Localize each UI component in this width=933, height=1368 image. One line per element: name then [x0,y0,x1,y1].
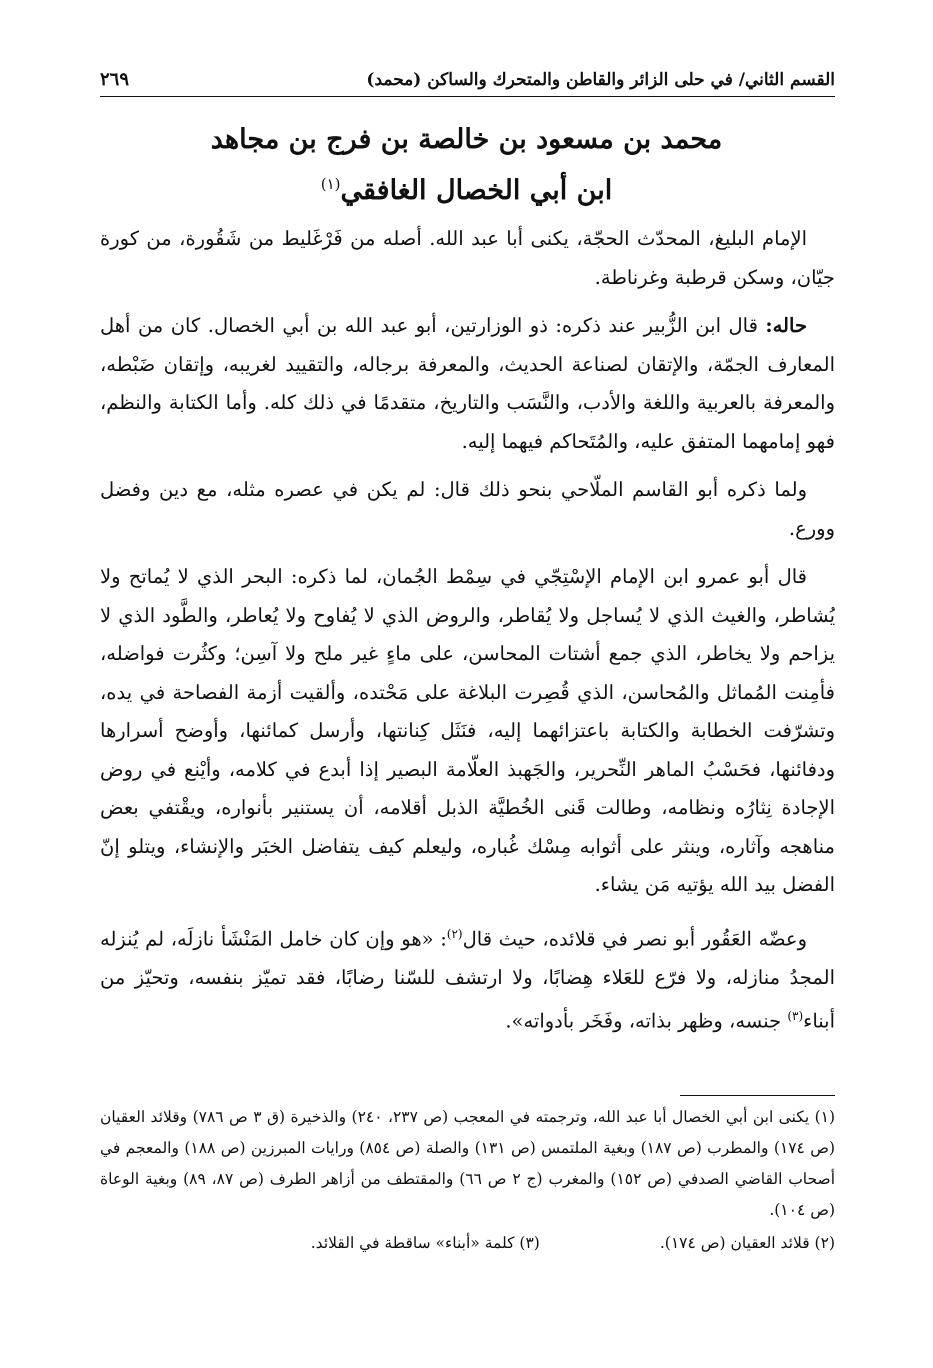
paragraph-qalaid-c: جنسه، وظهر بذاته، وفَخَر بأدواته». [505,1009,788,1033]
paragraph-status [100,307,835,461]
running-header [100,60,835,97]
footnote-ref-1: (١) [320,175,341,193]
section-lead: حاله: [765,314,807,337]
footnotes [100,1102,835,1259]
page-number: ٢٦٩ [100,69,130,90]
footnote-1: (١) يكنى ابن أبي الخصال أبا عبد الله، وترجمته في المعجب (ص ٢٣٧، ٢٤٠) والذخيرة (ق ٣ ص ٧٨٦) وقلائد العقيان (ص ١٧٤) والمطرب (ص ١٨٧) وبغية الملتمس (ص ١٣١) والصلة (ص ٨٥٤) ورايات المبرزين (ص ١٨٨) والمعجم في أصحاب القاضي الصدفي (ص ١٥٢) والمغرب (ج ٢ ص ٦٦) والمقتطف من أزاهر الطرف (ص ٨٧، ٨٩) وبغية الوعاة (ص ١٠٤). [100,1108,836,1219]
main-text [100,220,835,1051]
paragraph-intro: الإمام البليغ، المحدّث الحجّة، يكنى أبا عبد الله. أصله من فَرْغَليط من شَقُورة، من كورة جيّان، وسكن قرطبة وغرناطة. [100,227,835,289]
footnote-3: (٣) كلمة «أبناء» ساقطة في القلائد. [310,1234,540,1252]
entry-title-line2 [90,162,843,213]
footnote-2: (٢) قلائد العقيان (ص ١٧٤). [659,1234,835,1252]
running-title: القسم الثاني/ في حلى الزائر والقاطن والمتحرك والساكن (محمد) [366,70,835,90]
paragraph-status-text: قال ابن الزُّبير عند ذكره: ذو الوزارتين، أبو عبد الله بن أبي الخصال. كان من أهل المعارف الجمّة، والإتقان لصناعة الحديث، والمعرفة برجاله، والتقييد لغريبه، وإتقان ضَبْطه، والمعرفة بالعربية واللغة والأدب، والنَّسَب والتاريخ، متقدمًا في ذلك كله. وأما الكتابة والنظم، فهو إمامهما المتفق عليه، والمُتَحاكم فيهما إليه. [100,314,835,453]
footnote-ref-2: (٢) [446,926,463,941]
entry-title-line1: محمد بن مسعود بن خالصة بن فرج بن مجاهد [210,124,723,155]
paragraph-mallahi: ولما ذكره أبو القاسم الملّاحي بنحو ذلك قال: لم يكن في عصره مثله، مع دين وفضل وورع. [100,478,835,540]
footnote-divider [680,1095,835,1096]
entry-title [90,118,843,213]
paragraph-istijji: قال أبو عمرو ابن الإمام الإسْتِجّي في سِمْط الجُمان، لما ذكره: البحر الذي لا يُماتح ولا يُشاطر، والغيث الذي لا يُساجل ولا يُقاطر، والروض الذي لا يُفاوح ولا يُعاطر، والطَّود الذي لا يزاحم ولا يخاطر، الذي جمع أشتات المحاسن، على ماءٍ غير ملح ولا آسِن؛ وكثُرت فواضله، فأمِنت المُماثل والمُحاسن، الذي قُصِرت البلاغة على مَحْتده، وألقيت أزمة الفصاحة في يده، وتشرّفت الخطابة والكتابة باعتزائهما إليه، فنَثَل كِنانتها، وأرسل كمائنها، وأوضح أسرارها ودفائنها، فحَسْبُ الماهر النِّحرير، والجَهبذ العلّامة البصير إذا أبدع في كلامه، وأيْنع في روض الإجادة نِثارُه ونظامه، وطالت قَنى الخُطيَّة الذبل أقلامه، أن يستنير بأنواره، ويقْتفي بعض مناهجه وآثاره، وينثر على أثوابه مِسْك غُباره، وليعلم كيف يتفاضل الخبَر والإنشاء، ويتلو إنّ الفضل بيد الله يؤتيه مَن يشاء. [100,565,835,896]
footnote-row [100,1228,835,1259]
paragraph-qalaid-a: وعضّه العَقُور أبو نصر في قلائده، حيث قال [462,927,807,950]
entry-title-line2-text: ابن أبي الخصال الغافقي [340,175,613,206]
paragraph-qalaid-b: : «هو وإن كان خامل المَنْشَأ نازلَه، لم يُنزله المجدُ منازله، ولا فرّع للعَلاء هِضابًا، ولا ارتشف للسّنا رضابًا، فقد تميّز بنفسه، وتحيّز من أبناء [100,927,835,1033]
footnote-ref-3: (٣) [787,1009,804,1023]
paragraph-qalaid [100,915,835,1042]
